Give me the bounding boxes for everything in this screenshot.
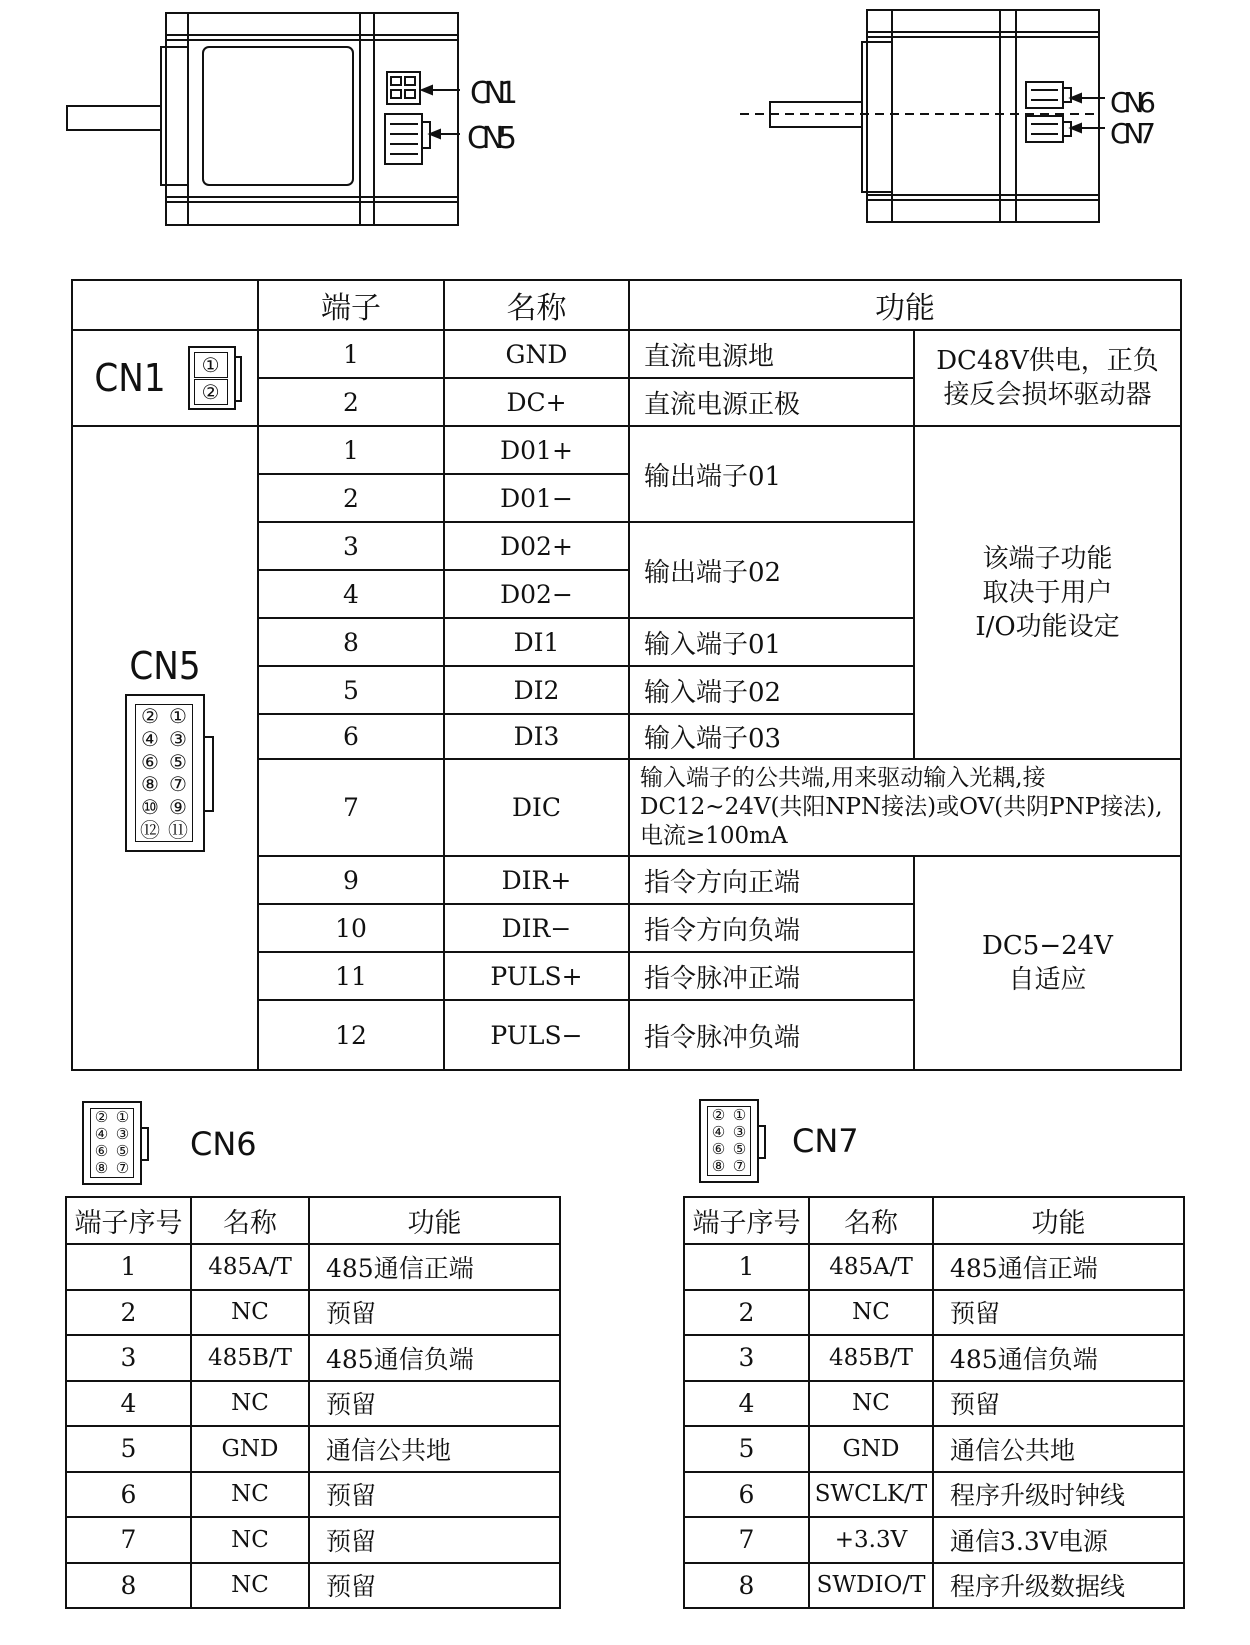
cn6-name: GND [191,1426,309,1472]
table-row [66,1563,560,1609]
cn7-function: 485通信正端 [933,1244,1184,1290]
cn6-title: CN6 [190,1125,257,1163]
cn7-name: NC [809,1290,933,1336]
dic-line1: 输入端子的公共端,用来驱动输入光耦,接 [640,765,1046,791]
cn7-connector-icon [699,1099,759,1183]
cn6-seq: 1 [66,1244,191,1290]
cn6-name: NC [191,1381,309,1427]
cn6-name: 485B/T [191,1335,309,1381]
cn7-function: 485通信负端 [933,1335,1184,1381]
cn5-pin-6: ⑥ [141,749,159,774]
cn7-name: SWDIO/T [809,1563,933,1609]
cn1-pin-1: ① [194,352,228,378]
cn6-table-header [66,1197,560,1244]
cn7-seq: 5 [684,1426,809,1472]
cn7-pin-2: ② [711,1106,726,1124]
cn5-connector-cell [72,426,258,1070]
table-row [66,1517,560,1563]
cn7-title: CN7 [792,1122,859,1160]
cn6-seq: 6 [66,1472,191,1518]
cn6-seq: 3 [66,1335,191,1381]
header-function: 功能 [629,280,1181,330]
io-note-line1: 该端子功能 [982,543,1113,574]
cn5-pin-function: 输出端子01 [629,426,914,522]
cn5-pin-number: 12 [258,1000,444,1070]
header-name: 名称 [444,280,629,330]
cn6-pin-2: ② [94,1108,109,1126]
cn5-pin-function: 输入端子01 [629,618,914,666]
cn5-pin-8: ⑧ [141,772,159,797]
cn7-name: 485B/T [809,1335,933,1381]
cn1-pin-function: 直流电源地 [629,330,914,378]
cn5-pin-name: DI3 [444,714,629,759]
cn6-seq: 5 [66,1426,191,1472]
table-row [66,1381,560,1427]
cn6-seq: 4 [66,1381,191,1427]
cn1-connector-cell [72,330,258,426]
cn5-pin-12: ⑫ [140,817,160,842]
cn7-pin-6: ⑥ [711,1140,726,1158]
cn5-pin-name: DIC [444,759,629,856]
cn5-pin-2: ② [141,704,159,729]
table-row [684,1381,1184,1427]
cn7-pin-8: ⑧ [711,1157,726,1175]
cn5-pin-number: 1 [258,426,444,474]
cn5-label: CN5 [129,644,201,688]
cn5-pin-number: 10 [258,904,444,952]
cn5-pin-number: 4 [258,570,444,618]
cn5-pin-4: ④ [141,726,159,751]
table-row [684,1563,1184,1609]
cn7-function: 通信公共地 [933,1426,1184,1472]
cn1-callout-label: CN1 [470,76,518,111]
cn5-connector-icon [125,694,205,852]
cn1-pin-number: 1 [258,330,444,378]
cn6-pin-5: ⑤ [115,1142,130,1160]
cn5-pin-name: D02− [444,570,629,618]
header-terminal: 端子 [258,280,444,330]
cn5-pin-1: ① [169,704,187,729]
cn7-function: 预留 [933,1290,1184,1336]
table-row [684,1290,1184,1336]
cn5-pin-name: DIR+ [444,856,629,904]
table-row [684,1335,1184,1381]
cn7-function: 预留 [933,1381,1184,1427]
cn1-power-note [914,330,1181,426]
cn5-pin-10: ⑩ [141,794,159,819]
cn6-pin-1: ① [115,1108,130,1126]
cn6-name: 485A/T [191,1244,309,1290]
table-row [66,1244,560,1290]
cn5-pin-name: PULS+ [444,952,629,1000]
cn5-pin-number: 6 [258,714,444,759]
cn5-pin-function: 指令脉冲负端 [629,1000,914,1070]
cn7-table-header [684,1197,1184,1244]
dic-function-description [629,759,1181,856]
cn6-pin-4: ④ [94,1125,109,1143]
cn7-header-name: 名称 [809,1197,933,1244]
cn7-name: NC [809,1381,933,1427]
cmd-note-line2: 自适应 [1008,965,1087,995]
cn6-pin-table [65,1196,561,1609]
cn7-name: 485A/T [809,1244,933,1290]
table-row [66,1335,560,1381]
motor-drawings [0,0,1250,240]
cn5-pin-11: ⑪ [168,817,188,842]
cn5-pin-name: PULS− [444,1000,629,1070]
cn5-pin-number: 7 [258,759,444,856]
header-blank-cell [72,280,258,330]
cn7-pin-5: ⑤ [732,1140,747,1158]
cn6-seq: 7 [66,1517,191,1563]
cn7-pin-4: ④ [711,1123,726,1141]
cn6-function: 预留 [309,1563,560,1609]
cn1-label: CN1 [94,356,166,400]
cn5-pin-number: 5 [258,666,444,714]
dic-line3: 电流≥100mA [640,823,788,849]
cn6-function: 预留 [309,1472,560,1518]
cn1-note-line1: DC48V供电，正负 [936,346,1159,376]
cn7-pin-7: ⑦ [732,1157,747,1175]
cn5-pin-3: ③ [169,726,187,751]
io-note-line3: I/O功能设定 [975,611,1120,642]
cn6-callout-label: CN6 [1110,86,1156,119]
cn7-seq: 4 [684,1381,809,1427]
table-row [66,1290,560,1336]
cn5-pin-9: ⑨ [169,794,187,819]
cn5-io-note [914,426,1181,759]
cn5-pin-name: DIR− [444,904,629,952]
table-row [684,1517,1184,1563]
cn7-header-seq: 端子序号 [684,1197,809,1244]
motor-side-view-left [67,13,460,225]
cn6-function: 预留 [309,1290,560,1336]
io-note-line2: 取决于用户 [982,577,1113,608]
cn7-pin-3: ③ [732,1123,747,1141]
cn6-pin-8: ⑧ [94,1159,109,1177]
cn7-name: +3.3V [809,1517,933,1563]
cn5-pin-function: 输出端子02 [629,522,914,618]
cn5-pin-number: 9 [258,856,444,904]
cn6-function: 预留 [309,1381,560,1427]
cn1-note-line2: 接反会损坏驱动器 [943,380,1152,410]
cn6-function: 485通信负端 [309,1335,560,1381]
cn6-seq: 8 [66,1563,191,1609]
main-table-header [72,280,1181,330]
cn1-connector-icon [188,346,236,410]
cn5-pin-function: 指令方向负端 [629,904,914,952]
cn5-command-note [914,856,1181,1070]
cn6-pin-6: ⑥ [94,1142,109,1160]
cn5-pin-function: 输入端子03 [629,714,914,759]
cn7-name: SWCLK/T [809,1472,933,1518]
cn7-seq: 8 [684,1563,809,1609]
cn5-pin-5: ⑤ [169,749,187,774]
cn1-pin-name: GND [444,330,629,378]
table-row [66,1472,560,1518]
table-row [66,1426,560,1472]
cn5-pin-name: D01+ [444,426,629,474]
cn7-header-function: 功能 [933,1197,1184,1244]
cn5-pin-name: D01− [444,474,629,522]
cn5-pin-function: 输入端子02 [629,666,914,714]
cn1-pin-function: 直流电源正极 [629,378,914,426]
cn7-function: 程序升级数据线 [933,1563,1184,1609]
cn6-connector-icon [82,1101,142,1185]
cmd-note-line1: DC5−24V [982,931,1113,961]
cn6-seq: 2 [66,1290,191,1336]
cn6-function: 485通信正端 [309,1244,560,1290]
cn6-header-name: 名称 [191,1197,309,1244]
cn1-pin-name: DC+ [444,378,629,426]
cn7-function: 程序升级时钟线 [933,1472,1184,1518]
cn6-header-seq: 端子序号 [66,1197,191,1244]
cn6-name: NC [191,1563,309,1609]
cn1-pin-number: 2 [258,378,444,426]
cn5-pin-number: 8 [258,618,444,666]
cn5-pin-7: ⑦ [169,772,187,797]
cn6-name: NC [191,1472,309,1518]
motor-side-view-right [740,10,1105,222]
cn6-pin-3: ③ [115,1125,130,1143]
cn7-pin-1: ① [732,1106,747,1124]
cn6-name: NC [191,1290,309,1336]
cn5-callout-label: CN5 [467,121,517,156]
cn7-seq: 3 [684,1335,809,1381]
cn6-header-function: 功能 [309,1197,560,1244]
cn5-pin-name: DI1 [444,618,629,666]
cn6-name: NC [191,1517,309,1563]
cn5-pin-number: 11 [258,952,444,1000]
cn5-pin-name: D02+ [444,522,629,570]
cn6-pin-7: ⑦ [115,1159,130,1177]
main-pin-table [71,279,1182,1071]
cn5-pin-function: 指令方向正端 [629,856,914,904]
cn7-pin-table [683,1196,1185,1609]
cn5-pin-function: 指令脉冲正端 [629,952,914,1000]
cn7-callout-label: CN7 [1110,117,1156,150]
cn7-seq: 6 [684,1472,809,1518]
cn7-seq: 2 [684,1290,809,1336]
cn7-name: GND [809,1426,933,1472]
dic-line2: DC12~24V(共阳NPN接法)或OV(共阴PNP接法), [640,794,1163,820]
cn5-pin-number: 3 [258,522,444,570]
cn5-pin-name: DI2 [444,666,629,714]
table-row [72,426,1181,474]
cn7-seq: 1 [684,1244,809,1290]
cn1-pin-2: ② [194,379,228,405]
table-row [684,1426,1184,1472]
table-row [684,1472,1184,1518]
table-row [72,330,1181,378]
table-row [684,1244,1184,1290]
cn7-seq: 7 [684,1517,809,1563]
cn6-function: 通信公共地 [309,1426,560,1472]
cn7-function: 通信3.3V电源 [933,1517,1184,1563]
cn5-pin-number: 2 [258,474,444,522]
cn6-function: 预留 [309,1517,560,1563]
